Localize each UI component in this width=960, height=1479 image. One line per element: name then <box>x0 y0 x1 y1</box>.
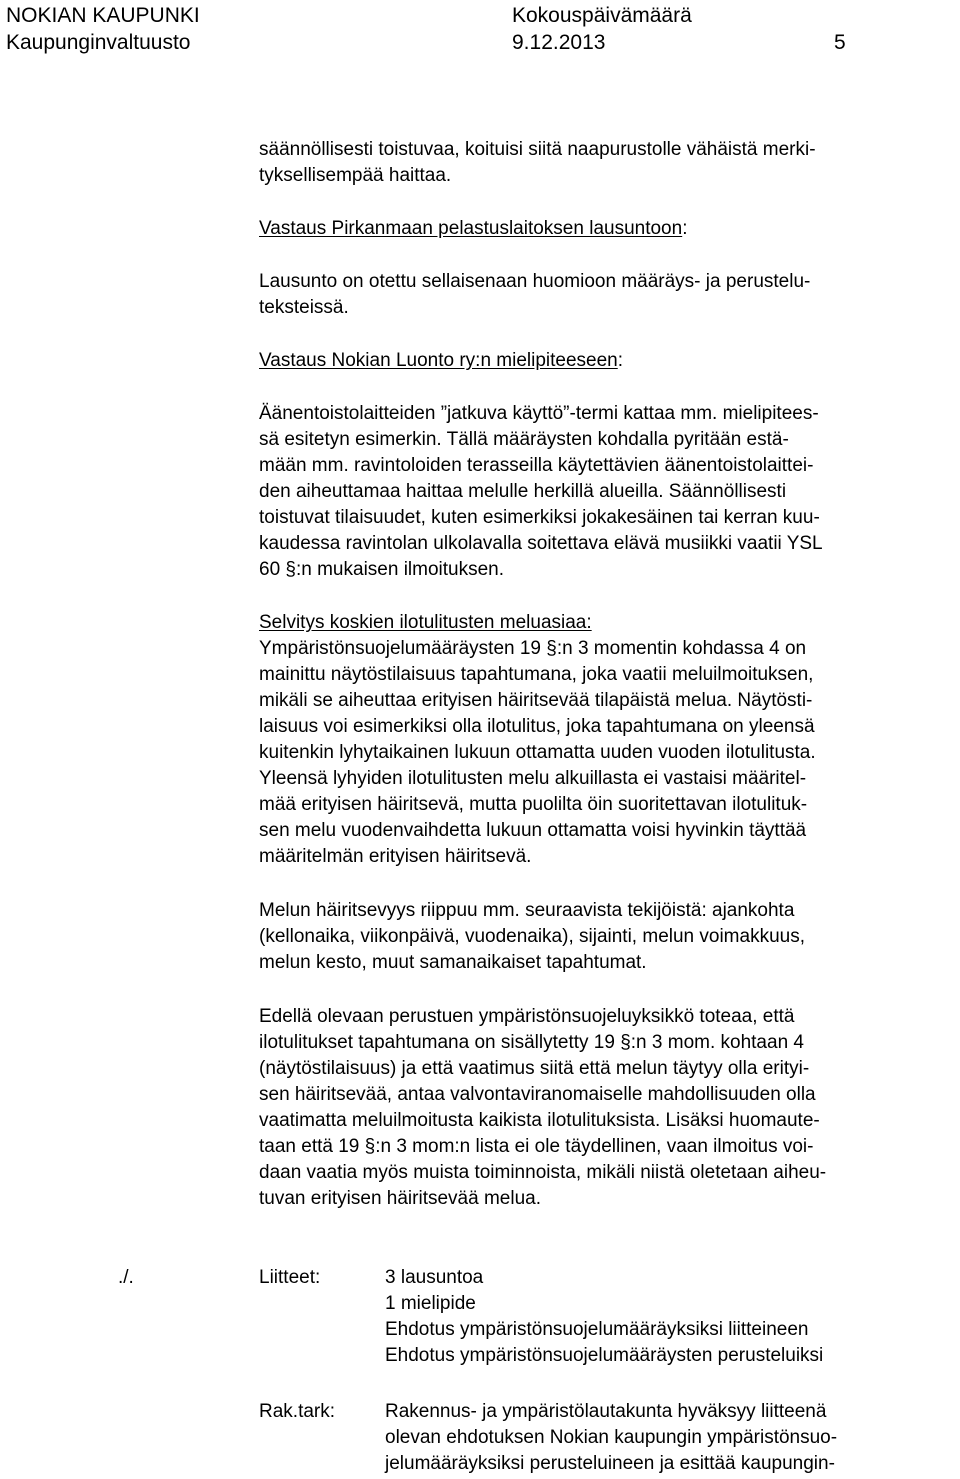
proposal-label: Rak.tark: <box>259 1401 336 1422</box>
text-line: Lausunto on otettu sellaisenaan huomioon määräys- ja perustelu- <box>259 271 811 292</box>
text-line: sen melu vuodenvaihdetta lukuun ottamatta voisi hyvinkin täyttää <box>259 820 807 841</box>
text-line: mainittu näytöstilaisuus tapahtumana, joka vaatii meluilmoituksen, <box>259 664 814 685</box>
paragraph-1 <box>259 137 955 189</box>
paragraph-2 <box>259 269 955 321</box>
text-line: (näytöstilaisuus) ja että vaatimus siitä että melun täytyy olla erityi- <box>259 1058 810 1079</box>
text-line: Äänentoistolaitteiden ”jatkuva käyttö”-termi kattaa mm. mielipitees- <box>259 403 819 424</box>
proposal-line: Rakennus- ja ympäristölautakunta hyväksyy liitteenä <box>385 1401 827 1422</box>
header-date: 9.12.2013 <box>512 31 606 54</box>
text-line: 60 §:n mukaisen ilmoituksen. <box>259 559 505 580</box>
text-line: ilotulitukset tapahtumana on sisällytetty 19 §:n 3 mom. kohtaan 4 <box>259 1032 804 1053</box>
paragraph-6 <box>259 1004 955 1212</box>
text-line: tyksellisempää haittaa. <box>259 165 452 186</box>
attachment-marker: ./. <box>118 1267 134 1288</box>
text-line: Yleensä lyhyiden ilotulitusten melu alkuillasta ei vastaisi määritel- <box>259 768 807 789</box>
heading-colon: : <box>617 350 624 371</box>
heading-ilotulitus <box>259 610 955 636</box>
text-line: määritelmän erityisen häiritsevä. <box>259 846 532 867</box>
text-line: vaatimatta meluilmoitusta kaikista ilotulituksista. Lisäksi huomaute- <box>259 1110 820 1131</box>
text-line: daan vaatia myös muista toiminnoista, mikäli niistä oletetaan aiheu- <box>259 1162 827 1183</box>
text-line: toistuvat tilaisuudet, kuten esimerkiksi jokakesäinen tai kerran kuu- <box>259 507 820 528</box>
header-org: NOKIAN KAUPUNKI <box>6 4 200 27</box>
text-line: teksteissä. <box>259 297 349 318</box>
header-body: Kaupunginvaltuusto <box>6 31 191 54</box>
text-line: mikäli se aiheuttaa erityisen häiritsevää tilapäistä melua. Näytösti- <box>259 690 813 711</box>
text-line: mään mm. ravintoloiden terasseilla käytettävien äänentoistolaittei- <box>259 455 814 476</box>
spacer <box>259 976 955 1004</box>
heading-colon: : <box>682 218 688 239</box>
text-line: sä esitetyn esimerkin. Tällä määräysten kohdalla pyritään estä- <box>259 429 789 450</box>
text-line: Ympäristönsuojelumääräysten 19 §:n 3 momentin kohdassa 4 on <box>259 638 807 659</box>
spacer <box>259 242 955 269</box>
text-line: sen häiritsevää, antaa valvontaviranomaiselle mahdollisuuden olla <box>259 1084 816 1105</box>
spacer <box>259 583 955 610</box>
text-line: Edellä olevaan perustuen ympäristönsuojeluyksikkö toteaa, että <box>259 1006 795 1027</box>
spacer <box>259 321 955 348</box>
header-page-number: 5 <box>834 31 846 54</box>
text-line: kaudessa ravintolan ulkolavalla soitettava elävä musiikki vaatii YSL <box>259 533 823 554</box>
header-date-label: Kokouspäivämäärä <box>512 4 692 27</box>
page-header <box>0 2 960 62</box>
text-line: säännöllisesti toistuvaa, koituisi siitä naapurustolle vähäistä merki- <box>259 139 816 160</box>
attachment-item: 1 mielipide <box>385 1293 476 1314</box>
text-line: den aiheuttamaa haittaa melulle herkillä alueilla. Säännöllisesti <box>259 481 787 502</box>
attachment-item: 3 lausuntoa <box>385 1267 484 1288</box>
spacer <box>259 870 955 898</box>
heading-text: Vastaus Nokian Luonto ry:n mielipiteeseen <box>259 350 618 371</box>
document-body <box>259 137 955 1212</box>
paragraph-4 <box>259 636 955 870</box>
text-line: kuitenkin lyhytaikainen lukuun ottamatta uuden vuoden ilotulitusta. <box>259 742 816 763</box>
text-line: tuvan erityisen häiritsevää melua. <box>259 1188 541 1209</box>
attachments-label: Liitteet: <box>259 1267 321 1288</box>
attachment-item: Ehdotus ympäristönsuojelumääräysten perusteluiksi <box>385 1345 824 1366</box>
heading-text: Vastaus Pirkanmaan pelastuslaitoksen lausuntoon <box>259 218 683 239</box>
paragraph-5 <box>259 898 955 976</box>
spacer <box>259 374 955 401</box>
heading-luonto <box>259 348 955 374</box>
text-line: Melun häiritsevyys riippuu mm. seuraavista tekijöistä: ajankohta <box>259 900 795 921</box>
attachment-item: Ehdotus ympäristönsuojelumääräyksiksi liitteineen <box>385 1319 809 1340</box>
text-line: mää erityisen häiritsevä, mutta puolilta öin suoritettavan ilotulituk- <box>259 794 808 815</box>
proposal-line: olevan ehdotuksen Nokian kaupungin ympäristönsuo- <box>385 1427 838 1448</box>
heading-text: Selvitys koskien ilotulitusten meluasiaa: <box>259 612 592 633</box>
text-line: melun kesto, muut samanaikaiset tapahtumat. <box>259 952 647 973</box>
text-line: laisuus voi esimerkiksi olla ilotulitus, joka tapahtumana on yleensä <box>259 716 815 737</box>
heading-pelastuslaitos <box>259 216 955 242</box>
text-line: taan että 19 §:n 3 mom:n lista ei ole täydellinen, vaan ilmoitus voi- <box>259 1136 814 1157</box>
text-line: (kellonaika, viikonpäivä, vuodenaika), sijainti, melun voimakkuus, <box>259 926 805 947</box>
spacer <box>259 189 955 216</box>
paragraph-3 <box>259 401 955 583</box>
proposal-line: jelumääräyksiksi perusteluineen ja esittää kaupungin- <box>385 1453 835 1474</box>
